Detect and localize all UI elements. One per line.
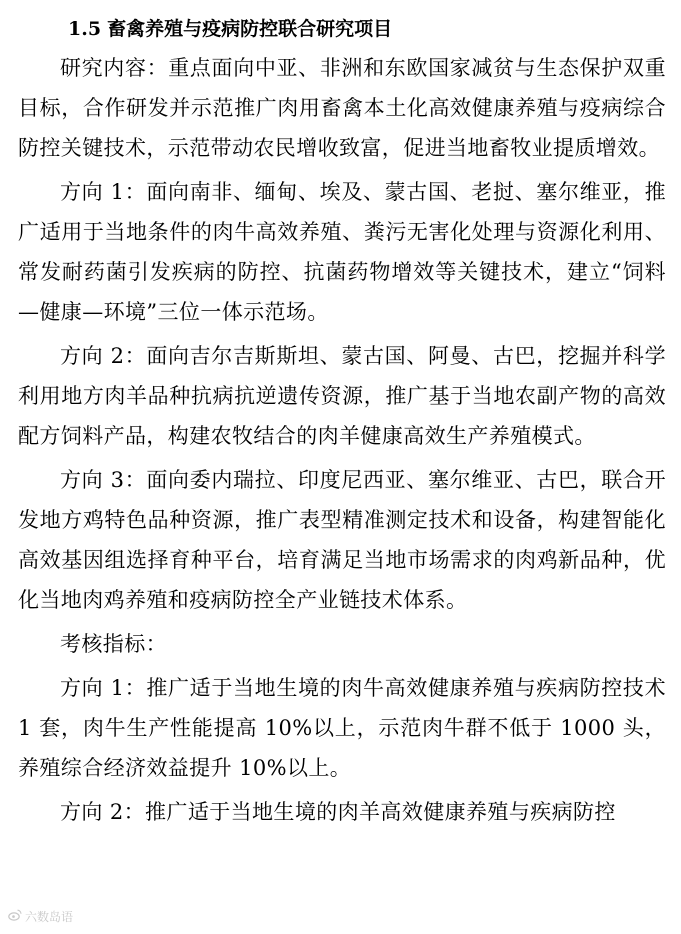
paragraph-direction-1: 方向 1：面向南非、缅甸、埃及、蒙古国、老挝、塞尔维亚，推广适用于当地条件的肉牛高效养殖、粪污无害化处理与资源化利用、常发耐药菌引发疾病的防控、抗菌药物增效等关键技术，建立“饲料—健康—环境”三位一体示范场。 [18,180,666,324]
section-heading [68,10,666,48]
paragraph-indicator-direction-2: 方向 2：推广适于当地生境的肉羊高效健康养殖与疾病防控 [60,800,616,824]
section-title: 畜禽养殖与疫病防控联合研究项目 [107,18,393,40]
paragraph-indicator-direction-1: 方向 1：推广适于当地生境的肉牛高效健康养殖与疾病防控技术 1 套，肉牛生产性能提高 10%以上，示范肉牛群不低于 1000 头，养殖综合经济效益提升 10%以上。 [18,676,666,780]
watermark-text: 六数岛语 [25,910,74,924]
paragraph-direction-3: 方向 3：面向委内瑞拉、印度尼西亚、塞尔维亚、古巴，联合开发地方鸡特色品种资源，推广表型精准测定技术和设备，构建智能化高效基因组选择育种平台，培育满足当地市场需求的肉鸡新品种，优化当地肉鸡养殖和疫病防控全产业链技术体系。 [18,468,666,612]
paragraph-research-content: 研究内容：重点面向中亚、非洲和东欧国家减贫与生态保护双重目标，合作研发并示范推广肉用畜禽本土化高效健康养殖与疫病综合防控关键技术，示范带动农民增收致富，促进当地畜牧业提质增效。 [18,56,666,160]
weibo-logo-icon [8,909,22,924]
paragraph-direction-2: 方向 2：面向吉尔吉斯斯坦、蒙古国、阿曼、古巴，挖掘并科学利用地方肉羊品种抗病抗逆遗传资源，推广基于当地农副产物的高效配方饲料产品，构建农牧结合的肉羊健康高效生产养殖模式。 [18,344,666,448]
section-number: 1.5 [68,18,102,40]
watermark [8,908,73,925]
paragraph-assessment-heading: 考核指标： [60,632,167,656]
document-page [18,10,666,832]
